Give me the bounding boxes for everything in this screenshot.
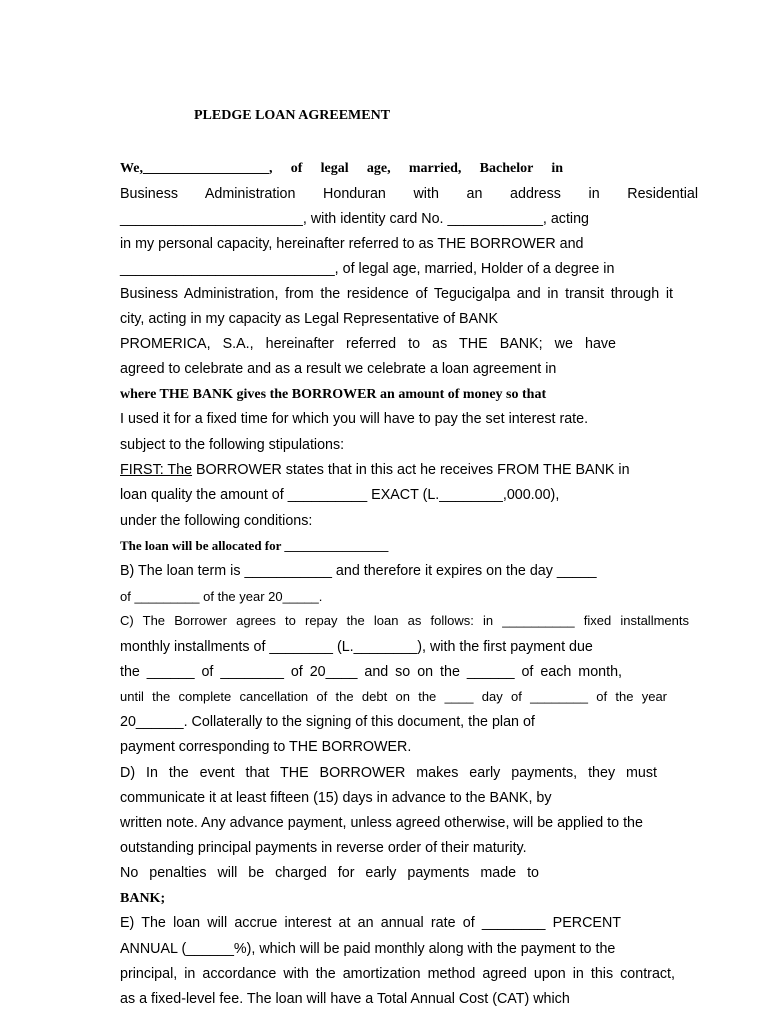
paragraph-line: PROMERICA, S.A., hereinafter referred to as THE BANK; we have <box>120 336 616 352</box>
first-clause-heading: FIRST: The <box>120 462 193 478</box>
paragraph-line: communicate it at least fifteen (15) days in advance to the BANK, by <box>120 790 552 806</box>
paragraph-line: C) The Borrower agrees to repay the loan as follows: in __________ fixed installments <box>120 613 689 628</box>
paragraph-line: payment corresponding to THE BORROWER. <box>120 739 412 755</box>
paragraph-line: under the following conditions: <box>120 513 313 529</box>
paragraph-line: I used it for a fixed time for which you will have to pay the set interest rate. <box>120 411 589 427</box>
paragraph-line: 20______. Collaterally to the signing of this document, the plan of <box>120 714 535 730</box>
paragraph-line: of _________ of the year 20_____. <box>120 589 323 604</box>
paragraph-line: as a fixed-level fee. The loan will have a Total Annual Cost (CAT) which <box>120 991 570 1007</box>
paragraph-line: No penalties will be charged for early payments made to <box>120 865 539 881</box>
paragraph-line: agreed to celebrate and as a result we celebrate a loan agreement in <box>120 361 557 377</box>
paragraph-line: monthly installments of ________ (L.________), with the first payment due <box>120 639 593 655</box>
paragraph-line: until the complete cancellation of the debt on the ____ day of ________ of the year <box>120 689 667 704</box>
paragraph-line: D) In the event that THE BORROWER makes early payments, they must <box>120 765 657 781</box>
paragraph-line: the ______ of ________ of 20____ and so on the ______ of each month, <box>120 664 622 680</box>
paragraph-line: in my personal capacity, hereinafter referred to as THE BORROWER and <box>120 236 584 252</box>
paragraph-line: principal, in accordance with the amortization method agreed upon in this contract, <box>120 966 675 982</box>
paragraph-line: loan quality the amount of __________ EXACT (L.________,000.00), <box>120 487 560 503</box>
paragraph-line: ANNUAL (______%), which will be paid monthly along with the payment to the <box>120 941 616 957</box>
paragraph-line: where THE BANK gives the BORROWER an amount of money so that <box>120 387 547 402</box>
paragraph-line: written note. Any advance payment, unless agreed otherwise, will be applied to the <box>120 815 643 831</box>
paragraph-line: BANK; <box>120 891 166 906</box>
first-clause-text: BORROWER states that in this act he receives FROM THE BANK in <box>192 462 630 478</box>
paragraph-line: city, acting in my capacity as Legal Representative of BANK <box>120 311 498 327</box>
paragraph-line: ___________________________, of legal age, married, Holder of a degree in <box>120 261 615 277</box>
paragraph-line: Business Administration, from the residence of Tegucigalpa and in transit through it <box>120 286 673 302</box>
first-clause-line <box>120 461 698 479</box>
paragraph-line: The loan will be allocated for ________________ <box>120 538 389 553</box>
paragraph-line: We,__________________, of legal age, married, Bachelor in <box>120 161 563 176</box>
paragraph-line: B) The loan term is ___________ and therefore it expires on the day _____ <box>120 563 597 579</box>
paragraph-line: subject to the following stipulations: <box>120 437 345 453</box>
paragraph-line: E) The loan will accrue interest at an annual rate of ________ PERCENT <box>120 915 621 931</box>
paragraph-line: Business Administration Honduran with an address in Residential <box>120 186 698 202</box>
paragraph-line: outstanding principal payments in reverse order of their maturity. <box>120 840 527 856</box>
document-title: PLEDGE LOAN AGREEMENT <box>194 108 391 123</box>
paragraph-line: _______________________, with identity card No. ____________, acting <box>120 211 590 227</box>
